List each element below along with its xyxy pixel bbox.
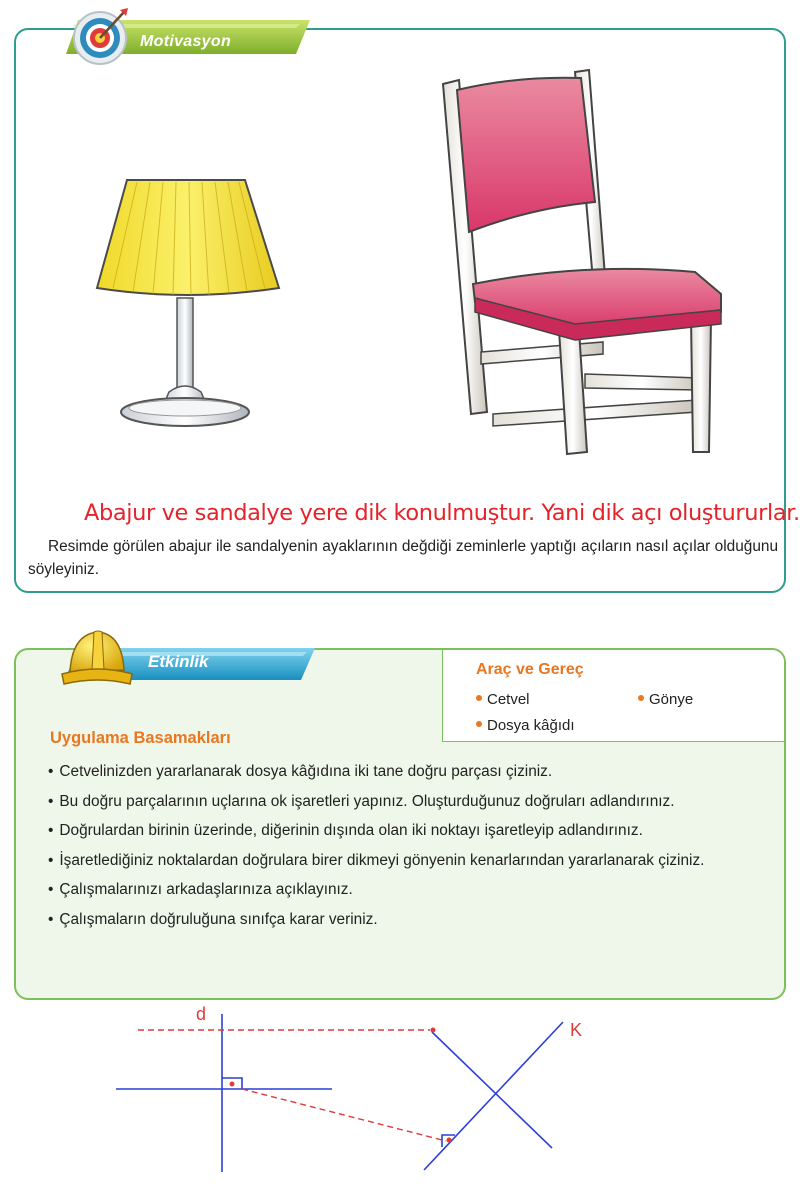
step-text: Çalışmalarınızı arkadaşlarınıza açıklayınız.	[59, 881, 353, 898]
tools-title: Araç ve Gereç	[476, 661, 584, 678]
dashed-perpendicular	[242, 1089, 446, 1141]
step-item: • İşaretlediğiniz noktalardan doğrulara birer dikmeyi gönyenin kenarlarından yararlanarak çiziniz.	[48, 851, 705, 869]
perpendicular-sketch	[0, 1000, 800, 1189]
tool-item	[476, 691, 530, 708]
activity-title: Etkinlik	[148, 652, 209, 671]
step-item: • Çalışmalarınızı arkadaşlarınıza açıklayınız.	[48, 881, 353, 898]
tool-label: Dosya kâğıdı	[487, 717, 575, 734]
step-text: Çalışmaların doğruluğuna sınıfça karar veriniz.	[59, 910, 378, 928]
handwritten-answer: Abajur ve sandalye yere dik konulmuştur. Yani dik açı oluştururlar.	[84, 500, 800, 526]
target-icon	[70, 6, 132, 68]
chair-illustration	[435, 62, 725, 487]
tool-label: Cetvel	[487, 691, 530, 708]
motivation-title: Motivasyon	[140, 33, 232, 50]
label-k: K	[570, 1020, 583, 1040]
step-item: • Cetvelinizden yararlanarak dosya kâğıdına iki tane doğru parçası çiziniz.	[48, 763, 553, 780]
bullet-dot-icon	[476, 695, 482, 701]
motivation-question: Resimde görülen abajur ile sandalyenin ayaklarının değdiği zeminlerle yaptığı açıların nasıl açılar olduğunu söyleyiniz.	[28, 538, 778, 578]
step-text: Doğrulardan birinin üzerinde, diğerinin dışında olan iki noktayı işaretleyip adlandırınız.	[59, 822, 643, 839]
steps-title: Uygulama Basamakları	[50, 729, 231, 747]
step-item: • Doğrulardan birinin üzerinde, diğerinin dışında olan iki noktayı işaretleyip adlandırınız.	[48, 822, 643, 839]
point-marker	[230, 1082, 235, 1087]
tool-item	[638, 691, 693, 708]
step-text: Cetvelinizden yararlanarak dosya kâğıdına iki tane doğru parçası çiziniz.	[59, 763, 553, 780]
step-text: Bu doğru parçalarının uçlarına ok işaretleri yapınız. Oluşturduğunuz doğruları adlandırınız.	[59, 792, 675, 810]
bullet-dot-icon	[638, 695, 644, 701]
step-text: İşaretlediğiniz noktalardan doğrulara birer dikmeyi gönyenin kenarlarından yararlanarak çiziniz.	[59, 851, 705, 869]
point-marker	[447, 1138, 452, 1143]
hard-hat-icon	[58, 624, 134, 694]
point-marker	[431, 1028, 436, 1033]
tool-item	[476, 717, 575, 734]
tool-label: Gönye	[649, 691, 694, 708]
label-d: d	[196, 1004, 207, 1024]
bullet-dot-icon	[476, 721, 482, 727]
step-item: • Bu doğru parçalarının uçlarına ok işaretleri yapınız. Oluşturduğunuz doğruları adlandırınız.	[48, 792, 675, 810]
steps-list	[28, 760, 776, 937]
step-item: • Çalışmaların doğruluğuna sınıfça karar veriniz.	[48, 910, 378, 928]
lamp-illustration	[95, 170, 285, 435]
line-diagonal	[432, 1032, 552, 1148]
